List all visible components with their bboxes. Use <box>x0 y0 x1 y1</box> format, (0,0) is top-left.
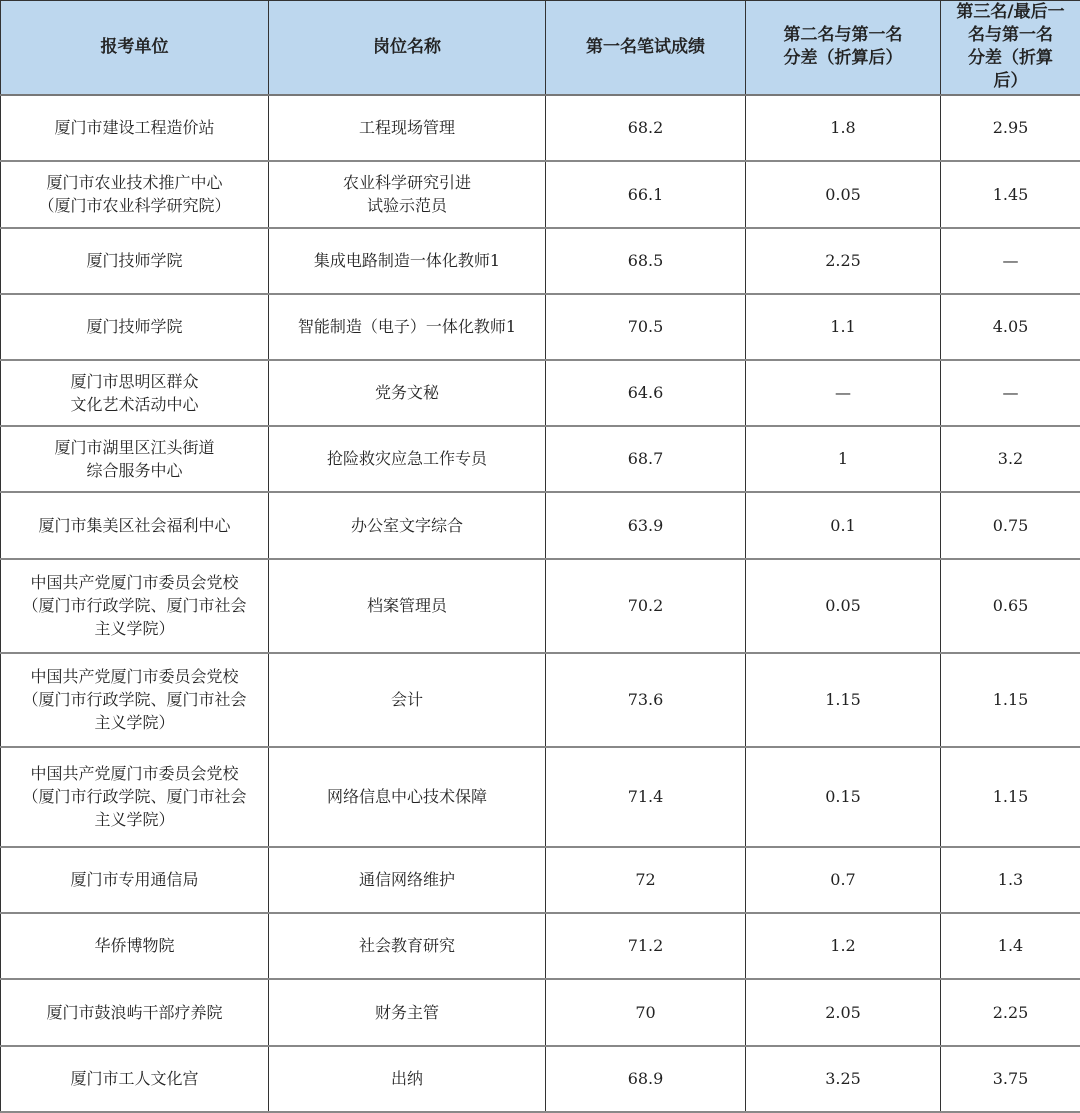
first-score-cell: 70.5 <box>546 294 746 360</box>
header-row <box>1 1 1080 95</box>
first-score-cell: 70.2 <box>546 559 746 653</box>
table-row <box>1 161 1080 228</box>
first-score-cell: 68.7 <box>546 426 746 492</box>
unit-cell: 厦门技师学院 <box>1 294 269 360</box>
second-gap-cell: 0.05 <box>746 559 941 653</box>
third-gap-cell: 1.3 <box>941 847 1080 913</box>
position-cell: 农业科学研究引进 试验示范员 <box>269 161 546 228</box>
table-row <box>1 559 1080 653</box>
position-cell: 会计 <box>269 653 546 747</box>
second-gap-cell: 2.25 <box>746 228 941 294</box>
unit-cell: 厦门市工人文化宫 <box>1 1046 269 1112</box>
unit-cell: 厦门市思明区群众 文化艺术活动中心 <box>1 360 269 426</box>
second-gap-cell: 1.1 <box>746 294 941 360</box>
second-gap-cell: 2.05 <box>746 979 941 1046</box>
table-row <box>1 653 1080 747</box>
header-third-gap: 第三名/最后一 名与第一名 分差（折算 后） <box>941 1 1080 95</box>
third-gap-cell: 1.45 <box>941 161 1080 228</box>
header-first-score: 第一名笔试成绩 <box>546 1 746 95</box>
first-score-cell: 72 <box>546 847 746 913</box>
first-score-cell: 68.2 <box>546 95 746 161</box>
unit-cell: 厦门市湖里区江头街道 综合服务中心 <box>1 426 269 492</box>
second-gap-cell: 3.25 <box>746 1046 941 1112</box>
second-gap-cell: 1 <box>746 426 941 492</box>
position-cell: 社会教育研究 <box>269 913 546 979</box>
unit-cell: 华侨博物院 <box>1 913 269 979</box>
third-gap-cell: 1.4 <box>941 913 1080 979</box>
table-row <box>1 228 1080 294</box>
position-cell: 财务主管 <box>269 979 546 1046</box>
first-score-cell: 68.5 <box>546 228 746 294</box>
first-score-cell: 73.6 <box>546 653 746 747</box>
unit-cell: 厦门市鼓浪屿干部疗养院 <box>1 979 269 1046</box>
header-second-gap: 第二名与第一名 分差（折算后） <box>746 1 941 95</box>
third-gap-cell: 0.75 <box>941 492 1080 559</box>
first-score-cell: 71.4 <box>546 747 746 847</box>
position-cell: 出纳 <box>269 1046 546 1112</box>
first-score-cell: 66.1 <box>546 161 746 228</box>
table-row <box>1 294 1080 360</box>
unit-cell: 厦门市集美区社会福利中心 <box>1 492 269 559</box>
unit-cell: 中国共产党厦门市委员会党校 （厦门市行政学院、厦门市社会 主义学院） <box>1 559 269 653</box>
table-row <box>1 360 1080 426</box>
table-row <box>1 847 1080 913</box>
position-cell: 网络信息中心技术保障 <box>269 747 546 847</box>
table-row <box>1 1046 1080 1112</box>
position-cell: 集成电路制造一体化教师1 <box>269 228 546 294</box>
third-gap-cell: 2.25 <box>941 979 1080 1046</box>
third-gap-cell: 2.95 <box>941 95 1080 161</box>
header-unit: 报考单位 <box>1 1 269 95</box>
second-gap-cell: 0.7 <box>746 847 941 913</box>
unit-cell: 厦门市农业技术推广中心 （厦门市农业科学研究院） <box>1 161 269 228</box>
third-gap-cell: 3.75 <box>941 1046 1080 1112</box>
third-gap-cell: 3.2 <box>941 426 1080 492</box>
table-row <box>1 426 1080 492</box>
position-cell: 档案管理员 <box>269 559 546 653</box>
third-gap-cell: — <box>941 360 1080 426</box>
position-cell: 抢险救灾应急工作专员 <box>269 426 546 492</box>
table-row <box>1 913 1080 979</box>
first-score-cell: 71.2 <box>546 913 746 979</box>
unit-cell: 中国共产党厦门市委员会党校 （厦门市行政学院、厦门市社会 主义学院） <box>1 747 269 847</box>
second-gap-cell: — <box>746 360 941 426</box>
unit-cell: 中国共产党厦门市委员会党校 （厦门市行政学院、厦门市社会 主义学院） <box>1 653 269 747</box>
table-row <box>1 492 1080 559</box>
table-row <box>1 747 1080 847</box>
table-row <box>1 95 1080 161</box>
first-score-cell: 68.9 <box>546 1046 746 1112</box>
second-gap-cell: 0.05 <box>746 161 941 228</box>
header-position: 岗位名称 <box>269 1 546 95</box>
third-gap-cell: 1.15 <box>941 747 1080 847</box>
position-cell: 工程现场管理 <box>269 95 546 161</box>
table-row <box>1 979 1080 1046</box>
first-score-cell: 70 <box>546 979 746 1046</box>
third-gap-cell: 0.65 <box>941 559 1080 653</box>
third-gap-cell: 1.15 <box>941 653 1080 747</box>
second-gap-cell: 1.2 <box>746 913 941 979</box>
first-score-cell: 64.6 <box>546 360 746 426</box>
third-gap-cell: 4.05 <box>941 294 1080 360</box>
second-gap-cell: 1.15 <box>746 653 941 747</box>
second-gap-cell: 0.15 <box>746 747 941 847</box>
position-cell: 党务文秘 <box>269 360 546 426</box>
second-gap-cell: 1.8 <box>746 95 941 161</box>
unit-cell: 厦门技师学院 <box>1 228 269 294</box>
position-cell: 智能制造（电子）一体化教师1 <box>269 294 546 360</box>
position-cell: 办公室文字综合 <box>269 492 546 559</box>
position-cell: 通信网络维护 <box>269 847 546 913</box>
third-gap-cell: — <box>941 228 1080 294</box>
unit-cell: 厦门市建设工程造价站 <box>1 95 269 161</box>
second-gap-cell: 0.1 <box>746 492 941 559</box>
first-score-cell: 63.9 <box>546 492 746 559</box>
unit-cell: 厦门市专用通信局 <box>1 847 269 913</box>
